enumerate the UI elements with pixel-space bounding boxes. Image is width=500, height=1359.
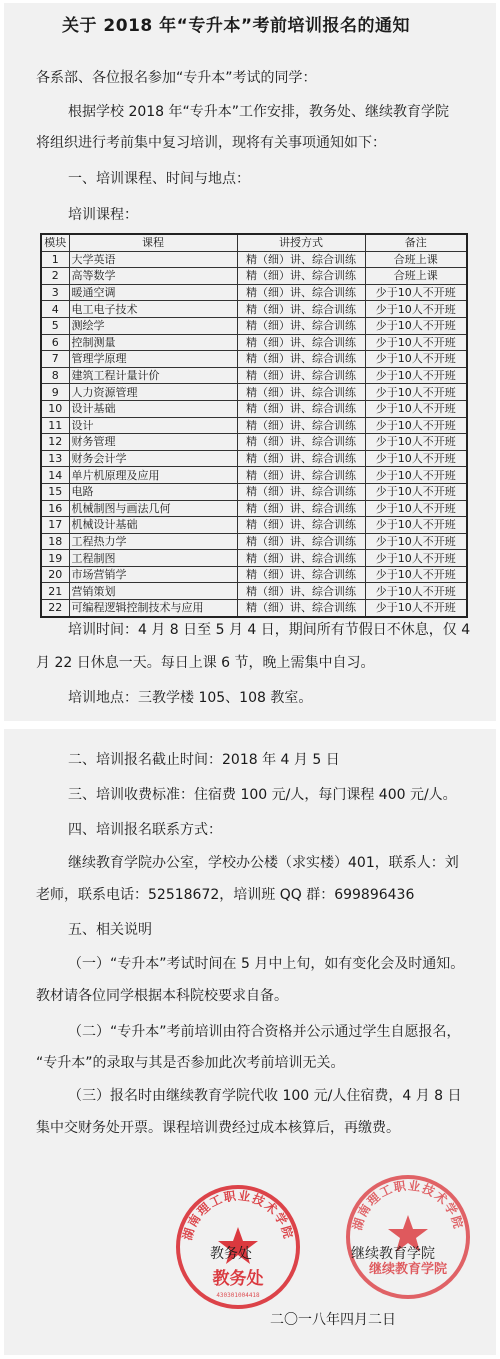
course-name: 财务会计学 <box>69 450 237 467</box>
section-1-heading: 一、培训课程、时间与地点： <box>68 171 250 187</box>
course-name: 暖通空调 <box>69 284 237 301</box>
course-index: 17 <box>41 517 69 534</box>
course-index: 6 <box>41 334 69 351</box>
course-name: 控制测量 <box>69 334 237 351</box>
table-row <box>41 500 467 517</box>
course-method: 精（细）讲、综合训练 <box>237 550 365 567</box>
course-note: 少于10人不开班 <box>365 450 467 467</box>
course-index: 14 <box>41 467 69 484</box>
location-line: 培训地点：三教学楼 105、108 教室。 <box>68 690 313 706</box>
signer-academic-affairs: 教务处 <box>210 1246 252 1262</box>
header-note: 备注 <box>365 234 467 251</box>
table-header-row <box>41 234 467 251</box>
note-1-line-2: 教材请各位同学根据本科院校要求自备。 <box>36 988 288 1004</box>
course-index: 11 <box>41 417 69 434</box>
notice-title: 关于 2018 年“专升本”考前培训报名的通知 <box>62 16 410 36</box>
course-method: 精（细）讲、综合训练 <box>237 434 365 451</box>
signer-continuing-education: 继续教育学院 <box>351 1246 435 1262</box>
course-method: 精（细）讲、综合训练 <box>237 334 365 351</box>
time-line-1: 培训时间：4 月 8 日至 5 月 4 日，期间所有节假日不休息，仅 4 <box>68 622 471 638</box>
course-method: 精（细）讲、综合训练 <box>237 600 365 617</box>
course-note: 少于10人不开班 <box>365 583 467 600</box>
table-row <box>41 301 467 318</box>
course-name: 电路 <box>69 483 237 500</box>
course-method: 精（细）讲、综合训练 <box>237 583 365 600</box>
course-index: 8 <box>41 367 69 384</box>
course-method: 精（细）讲、综合训练 <box>237 417 365 434</box>
table-row <box>41 351 467 368</box>
course-method: 精（细）讲、综合训练 <box>237 467 365 484</box>
seal-2-center-text: 继续教育学院 <box>368 1262 448 1277</box>
table-row <box>41 417 467 434</box>
table-row <box>41 284 467 301</box>
note-2-line-2: “专升本”的录取与其是否参加此次考前培训无关。 <box>36 1055 345 1071</box>
course-method: 精（细）讲、综合训练 <box>237 367 365 384</box>
table-row <box>41 317 467 334</box>
course-method: 精（细）讲、综合训练 <box>237 400 365 417</box>
course-note: 少于10人不开班 <box>365 483 467 500</box>
course-note: 少于10人不开班 <box>365 334 467 351</box>
course-note: 合班上课 <box>365 268 467 285</box>
note-3-line-1: （三）报名时由继续教育学院代收 100 元/人住宿费，4 月 8 日 <box>68 1088 462 1104</box>
course-name: 设计 <box>69 417 237 434</box>
course-method: 精（细）讲、综合训练 <box>237 268 365 285</box>
course-note: 少于10人不开班 <box>365 533 467 550</box>
course-method: 精（细）讲、综合训练 <box>237 317 365 334</box>
section-3-fees: 三、培训收费标准：住宿费 100 元/人，每门课程 400 元/人。 <box>68 787 457 803</box>
course-note: 少于10人不开班 <box>365 550 467 567</box>
course-name: 测绘学 <box>69 317 237 334</box>
course-method: 精（细）讲、综合训练 <box>237 251 365 268</box>
courses-label: 培训课程： <box>68 207 138 223</box>
course-note: 少于10人不开班 <box>365 301 467 318</box>
course-method: 精（细）讲、综合训练 <box>237 284 365 301</box>
notice-page-1 <box>4 3 496 721</box>
section-2-deadline: 二、培训报名截止时间：2018 年 4 月 5 日 <box>68 752 340 768</box>
section-5-heading: 五、相关说明 <box>68 922 152 938</box>
intro-line-1: 根据学校 2018 年“专升本”工作安排，教务处、继续教育学院 <box>68 104 450 120</box>
table-row <box>41 384 467 401</box>
course-method: 精（细）讲、综合训练 <box>237 500 365 517</box>
course-name: 高等数学 <box>69 268 237 285</box>
table-row <box>41 268 467 285</box>
course-note: 少于10人不开班 <box>365 434 467 451</box>
course-name: 机械设计基础 <box>69 517 237 534</box>
course-index: 19 <box>41 550 69 567</box>
course-name: 设计基础 <box>69 400 237 417</box>
course-name: 大学英语 <box>69 251 237 268</box>
table-row <box>41 367 467 384</box>
course-index: 5 <box>41 317 69 334</box>
course-index: 10 <box>41 400 69 417</box>
header-method: 讲授方式 <box>237 234 365 251</box>
note-2-line-1: （二）“专升本”考前培训由符合资格并公示通过学生自愿报名， <box>68 1024 461 1040</box>
course-method: 精（细）讲、综合训练 <box>237 483 365 500</box>
course-name: 营销策划 <box>69 583 237 600</box>
course-name: 管理学原理 <box>69 351 237 368</box>
course-index: 22 <box>41 600 69 617</box>
contact-line-1: 继续教育学院办公室，学校办公楼（求实楼）401，联系人：刘 <box>68 855 459 871</box>
table-row <box>41 450 467 467</box>
course-method: 精（细）讲、综合训练 <box>237 517 365 534</box>
course-method: 精（细）讲、综合训练 <box>237 301 365 318</box>
table-row <box>41 251 467 268</box>
course-note: 少于10人不开班 <box>365 417 467 434</box>
table-row <box>41 483 467 500</box>
course-note: 少于10人不开班 <box>365 566 467 583</box>
course-index: 4 <box>41 301 69 318</box>
seal-1-code: 430301004418 <box>216 1292 260 1299</box>
header-course: 课程 <box>69 234 237 251</box>
course-index: 9 <box>41 384 69 401</box>
course-name: 机械制图与画法几何 <box>69 500 237 517</box>
course-note: 少于10人不开班 <box>365 384 467 401</box>
course-method: 精（细）讲、综合训练 <box>237 351 365 368</box>
course-table-body <box>41 251 467 617</box>
table-row <box>41 550 467 567</box>
seal-1-ring-text: 湖南理工职业技术学院 <box>180 1188 296 1242</box>
course-index: 12 <box>41 434 69 451</box>
section-4-heading: 四、培训报名联系方式： <box>68 822 222 838</box>
note-3-line-2: 集中交财务处开票。课程培训费经过成本核算后，再缴费。 <box>36 1120 400 1136</box>
course-name: 电工电子技术 <box>69 301 237 318</box>
table-row <box>41 583 467 600</box>
course-note: 少于10人不开班 <box>365 367 467 384</box>
course-method: 精（细）讲、综合训练 <box>237 384 365 401</box>
notice-date: 二〇一八年四月二日 <box>270 1312 396 1328</box>
course-table <box>40 233 468 618</box>
course-method: 精（细）讲、综合训练 <box>237 566 365 583</box>
course-index: 15 <box>41 483 69 500</box>
course-note: 少于10人不开班 <box>365 317 467 334</box>
course-note: 合班上课 <box>365 251 467 268</box>
course-index: 18 <box>41 533 69 550</box>
course-index: 21 <box>41 583 69 600</box>
table-row <box>41 517 467 534</box>
course-note: 少于10人不开班 <box>365 284 467 301</box>
notice-page-2 <box>4 729 496 1355</box>
course-name: 单片机原理及应用 <box>69 467 237 484</box>
course-note: 少于10人不开班 <box>365 467 467 484</box>
course-name: 人力资源管理 <box>69 384 237 401</box>
course-name: 可编程逻辑控制技术与应用 <box>69 600 237 617</box>
table-row <box>41 467 467 484</box>
course-method: 精（细）讲、综合训练 <box>237 533 365 550</box>
course-index: 1 <box>41 251 69 268</box>
table-row <box>41 400 467 417</box>
table-row <box>41 533 467 550</box>
course-name: 建筑工程计量计价 <box>69 367 237 384</box>
course-index: 7 <box>41 351 69 368</box>
course-note: 少于10人不开班 <box>365 600 467 617</box>
course-note: 少于10人不开班 <box>365 351 467 368</box>
course-index: 16 <box>41 500 69 517</box>
time-line-2: 月 22 日休息一天。每日上课 6 节，晚上需集中自习。 <box>36 655 375 671</box>
course-name: 财务管理 <box>69 434 237 451</box>
course-note: 少于10人不开班 <box>365 500 467 517</box>
salutation: 各系部、各位报名参加“专升本”考试的同学： <box>36 70 317 86</box>
table-row <box>41 566 467 583</box>
intro-line-2: 将组织进行考前集中复习培训，现将有关事项通知如下： <box>36 135 386 151</box>
course-index: 20 <box>41 566 69 583</box>
course-name: 工程制图 <box>69 550 237 567</box>
course-name: 市场营销学 <box>69 566 237 583</box>
table-row <box>41 600 467 617</box>
course-index: 3 <box>41 284 69 301</box>
course-note: 少于10人不开班 <box>365 400 467 417</box>
header-module: 模块 <box>41 234 69 251</box>
course-method: 精（细）讲、综合训练 <box>237 450 365 467</box>
table-row <box>41 334 467 351</box>
seal-1-center-text: 教务处 <box>212 1269 264 1289</box>
course-index: 13 <box>41 450 69 467</box>
note-1-line-1: （一）“专升本”考试时间在 5 月中上旬，如有变化会及时通知。 <box>68 956 465 972</box>
course-index: 2 <box>41 268 69 285</box>
contact-line-2: 老师，联系电话：52518672，培训班 QQ 群：699896436 <box>36 887 415 903</box>
table-row <box>41 434 467 451</box>
seal-2-ring-text: 湖南理工职业技术学院 <box>350 1178 466 1232</box>
continuing-education-seal <box>344 1173 472 1301</box>
course-name: 工程热力学 <box>69 533 237 550</box>
course-note: 少于10人不开班 <box>365 517 467 534</box>
